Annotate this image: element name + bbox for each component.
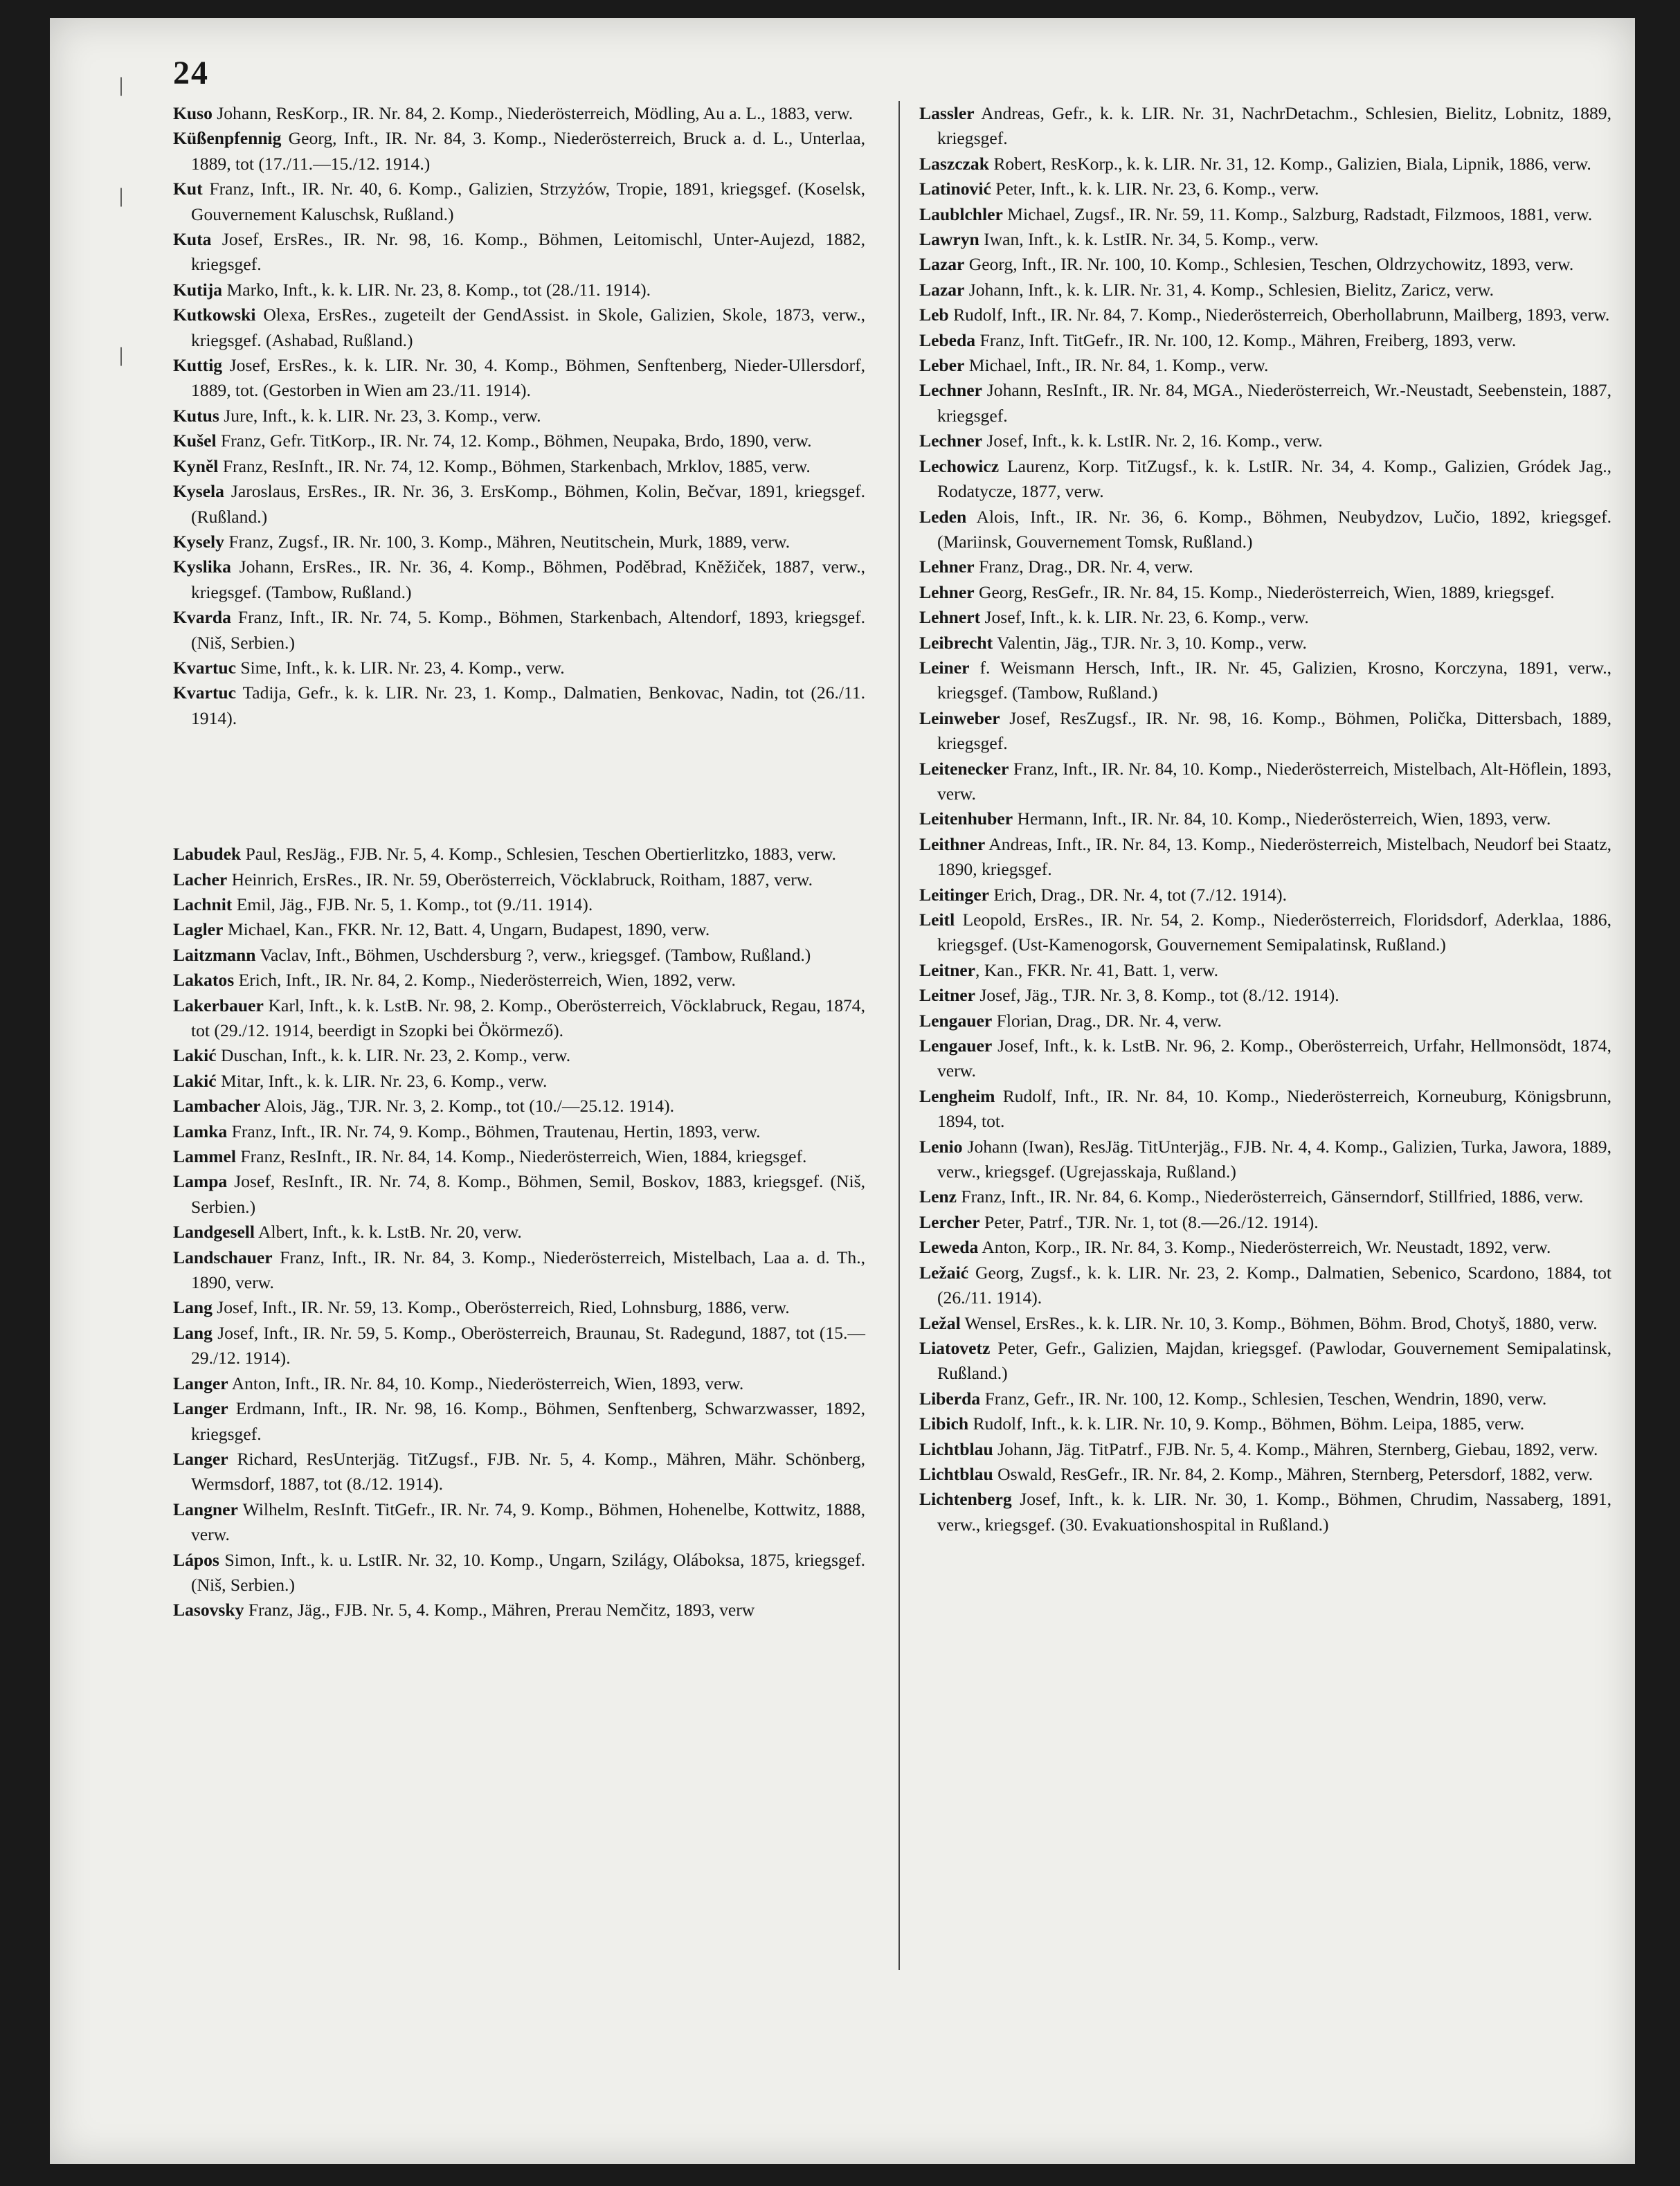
casualty-entry <box>173 278 865 302</box>
entry-surname: Langer <box>173 1373 228 1393</box>
entry-details: Josef, Inft., IR. Nr. 59, 13. Komp., Oberösterreich, Ried, Lohnsburg, 1886, verw. <box>212 1297 790 1318</box>
entry-surname: Kutus <box>173 405 219 426</box>
entry-surname: Ležal <box>919 1312 961 1333</box>
entry-details: Franz, Inft., IR. Nr. 84, 3. Komp., Niederösterreich, Mistelbach, Laa a. d. Th., 1890, verw. <box>191 1247 865 1293</box>
casualty-entry <box>919 302 1611 327</box>
casualty-entry <box>919 983 1611 1008</box>
entry-details: Rudolf, Inft., IR. Nr. 84, 7. Komp., Niederösterreich, Oberhollabrunn, Mailberg, 1893, verw. <box>948 305 1610 325</box>
entry-details: Simon, Inft., k. u. LstIR. Nr. 32, 10. Komp., Ungarn, Szilágy, Oláboksa, 1875, kriegsgef. (Niš, Serbien.) <box>191 1549 865 1595</box>
casualty-entry <box>919 1009 1611 1033</box>
entry-surname: Lenio <box>919 1136 963 1157</box>
casualty-entry <box>173 1321 865 1371</box>
casualty-entry <box>173 1447 865 1497</box>
entry-surname: Lakatos <box>173 970 235 991</box>
entry-details: , Kan., FKR. Nr. 41, Batt. 1, verw. <box>975 959 1218 980</box>
casualty-entry <box>919 1084 1611 1135</box>
entry-details: Franz, Inft. TitGefr., IR. Nr. 100, 12. Komp., Mähren, Freiberg, 1893, verw. <box>975 329 1517 350</box>
casualty-entry <box>919 958 1611 983</box>
casualty-entry <box>173 1119 865 1144</box>
entry-surname: Kuta <box>173 229 212 250</box>
entry-surname: Laitzmann <box>173 944 256 965</box>
casualty-entry <box>919 177 1611 201</box>
margin-mark: | <box>119 73 124 96</box>
entry-details: Olexa, ErsRes., zugeteilt der GendAssist. in Skole, Galizien, Skole, 1873, verw., kriegsgef. (Ashabad, Rußland.) <box>191 305 865 350</box>
casualty-entry <box>173 428 865 453</box>
entry-surname: Leitenecker <box>919 758 1009 779</box>
entry-surname: Lechner <box>919 380 982 401</box>
casualty-entry <box>173 993 865 1044</box>
entry-surname: Laublchler <box>919 204 1003 224</box>
casualty-entry <box>173 454 865 479</box>
casualty-entry <box>173 530 865 554</box>
entry-details: Heinrich, ErsRes., IR. Nr. 59, Oberösterreich, Vöcklabruck, Roitham, 1887, verw. <box>227 869 813 889</box>
entry-surname: Labudek <box>173 844 242 865</box>
casualty-entry <box>919 1487 1611 1537</box>
casualty-entry <box>919 428 1611 453</box>
casualty-entry <box>173 1497 865 1548</box>
entry-details: Erdmann, Inft., IR. Nr. 98, 16. Komp., Böhmen, Senftenberg, Schwarzwasser, 1892, kriegsgef. <box>191 1398 865 1444</box>
casualty-entry <box>173 1295 865 1320</box>
entry-surname: Libich <box>919 1413 969 1434</box>
entry-surname: Leitner <box>919 985 976 1006</box>
casualty-entry <box>919 1437 1611 1462</box>
entry-surname: Leinweber <box>919 707 1000 728</box>
margin-mark: | <box>119 184 124 207</box>
casualty-entry <box>919 806 1611 831</box>
entry-details: Franz, Gefr. TitKorp., IR. Nr. 74, 12. Komp., Böhmen, Neupaka, Brdo, 1890, verw. <box>216 431 812 451</box>
entry-surname: Küßenpfennig <box>173 128 282 149</box>
entry-details: Oswald, ResGefr., IR. Nr. 84, 2. Komp., Mähren, Sternberg, Petersdorf, 1882, verw. <box>993 1463 1593 1484</box>
casualty-entry <box>919 505 1611 555</box>
entry-details: Michael, Kan., FKR. Nr. 12, Batt. 4, Ungarn, Budapest, 1890, verw. <box>223 919 710 940</box>
entry-surname: Lagler <box>173 919 224 940</box>
casualty-entry <box>173 1245 865 1296</box>
entry-surname: Laszczak <box>919 153 989 174</box>
casualty-entry <box>919 152 1611 177</box>
entry-details: Richard, ResUnterjäg. TitZugsf., FJB. Nr. 5, 4. Komp., Mähren, Mähr. Schönberg, Wermsdorf, 1887, tot (8./12. 1914). <box>191 1448 865 1494</box>
entry-details: Franz, Inft., IR. Nr. 84, 6. Komp., Niederösterreich, Gänserndorf, Stillfried, 1886, verw. <box>957 1186 1584 1207</box>
casualty-entry <box>173 353 865 404</box>
entry-surname: Kvartuc <box>173 683 236 703</box>
entry-surname: Leden <box>919 506 967 527</box>
casualty-entry <box>919 202 1611 227</box>
entry-surname: Leitner <box>919 959 976 980</box>
entry-surname: Landgesell <box>173 1222 255 1243</box>
casualty-entry <box>919 883 1611 907</box>
casualty-entry <box>919 656 1611 706</box>
entry-details: Peter, Patrf., TJR. Nr. 1, tot (8.—26./12. 1914). <box>979 1211 1319 1232</box>
entry-details: Johann, ResInft., IR. Nr. 84, MGA., Niederösterreich, Wr.-Neustadt, Seebenstein, 1887, kriegsgef. <box>937 380 1611 426</box>
casualty-entry <box>919 605 1611 630</box>
entry-surname: Latinović <box>919 179 991 199</box>
entry-surname: Lehnert <box>919 607 981 628</box>
entry-surname: Liatovetz <box>919 1337 991 1358</box>
entry-surname: Lachnit <box>173 894 233 914</box>
casualty-entry <box>919 1462 1611 1487</box>
entry-surname: Lechner <box>919 431 982 451</box>
entry-surname: Langer <box>173 1448 228 1469</box>
entry-surname: Lawryn <box>919 229 979 250</box>
entry-surname: Kut <box>173 179 203 199</box>
entry-details: Rudolf, Inft., k. k. LIR. Nr. 10, 9. Komp., Böhmen, Böhm. Leipa, 1885, verw. <box>968 1413 1525 1434</box>
casualty-entry <box>173 554 865 605</box>
casualty-entry <box>173 1144 865 1169</box>
entry-details: Andreas, Inft., IR. Nr. 84, 13. Komp., Niederösterreich, Mistelbach, Neudorf bei Staatz, 1890, kriegsgef. <box>937 833 1611 880</box>
entry-surname: Kuttig <box>173 355 223 376</box>
entry-surname: Kysela <box>173 481 224 502</box>
casualty-entry <box>173 943 865 968</box>
entry-details: Rudolf, Inft., IR. Nr. 84, 10. Komp., Niederösterreich, Korneuburg, Königsbrunn, 1894, tot. <box>937 1085 1611 1132</box>
entry-details: Alois, Jäg., TJR. Nr. 3, 2. Komp., tot (10./—25.12. 1914). <box>260 1096 674 1117</box>
entry-surname: Lazar <box>919 254 965 275</box>
entry-details: Emil, Jäg., FJB. Nr. 5, 1. Komp., tot (9./11. 1914). <box>232 894 593 914</box>
entry-surname: Leiner <box>919 657 970 678</box>
entry-surname: Kvartuc <box>173 657 236 678</box>
casualty-entry <box>173 1371 865 1396</box>
entry-surname: Kyslika <box>173 557 231 577</box>
casualty-entry <box>173 1169 865 1220</box>
entry-surname: Lamka <box>173 1121 228 1141</box>
casualty-entry <box>173 867 865 892</box>
casualty-entry <box>919 1411 1611 1436</box>
casualty-entry <box>919 631 1611 656</box>
entry-surname: Langer <box>173 1398 228 1419</box>
entry-surname: Lebeda <box>919 329 976 350</box>
entry-details: Johann (Iwan), ResJäg. TitUnterjäg., FJB. Nr. 4, 4. Komp., Galizien, Turka, Jawora, 1889, verw., kriegsgef. (Ugrejasskaja, Rußland.) <box>937 1136 1611 1182</box>
entry-details: Franz, Inft., IR. Nr. 84, 10. Komp., Niederösterreich, Mistelbach, Alt-Höflein, 1893, verw. <box>937 758 1611 804</box>
entry-details: Alois, Inft., IR. Nr. 36, 6. Komp., Böhmen, Neubydzov, Lučio, 1892, kriegsgef. (Mariinsk, Gouvernement Tomsk, Rußland.) <box>937 506 1611 552</box>
entry-surname: Lechowicz <box>919 455 1000 476</box>
casualty-entry <box>173 1069 865 1094</box>
entry-details: Iwan, Inft., k. k. LstIR. Nr. 34, 5. Komp., verw. <box>979 229 1319 250</box>
entry-surname: Leitl <box>919 910 955 930</box>
entry-surname: Lampa <box>173 1171 228 1192</box>
entry-surname: Leber <box>919 355 965 376</box>
casualty-entry <box>173 404 865 428</box>
casualty-entry <box>919 278 1611 302</box>
entry-surname: Leb <box>919 305 949 325</box>
entry-surname: Lakić <box>173 1070 217 1091</box>
entry-surname: Lichtblau <box>919 1438 993 1459</box>
casualty-entry <box>173 917 865 942</box>
entry-surname: Kuso <box>173 103 213 123</box>
entry-surname: Lasovsky <box>173 1600 244 1620</box>
casualty-entry <box>919 907 1611 958</box>
casualty-entry <box>919 328 1611 353</box>
entry-surname: Lehner <box>919 581 975 602</box>
entry-surname: Kutkowski <box>173 305 256 325</box>
casualty-entry <box>919 1033 1611 1084</box>
entry-surname: Lakić <box>173 1045 217 1066</box>
casualty-entry <box>919 1135 1611 1185</box>
casualty-entry <box>919 1336 1611 1386</box>
casualty-entry <box>173 1548 865 1598</box>
entry-surname: Kyněl <box>173 455 219 476</box>
entry-details: Franz, Jäg., FJB. Nr. 5, 4. Komp., Mähren, Prerau Nemčitz, 1893, verw <box>244 1600 755 1620</box>
casualty-entry <box>173 605 865 656</box>
entry-details: Karl, Inft., k. k. LstB. Nr. 98, 2. Komp., Oberösterreich, Vöcklabruck, Regau, 1874, tot (29./12. 1914, beerdigt in Szopki bei Ökörmező). <box>191 995 865 1040</box>
entry-surname: Lengheim <box>919 1085 995 1106</box>
entry-details: Franz, ResInft., IR. Nr. 84, 14. Komp., Niederösterreich, Wien, 1884, kriegsgef. <box>235 1146 807 1167</box>
casualty-entry <box>173 842 865 867</box>
entry-surname: Lenz <box>919 1186 957 1207</box>
casualty-entry <box>919 1261 1611 1311</box>
casualty-entry <box>919 554 1611 579</box>
casualty-entry <box>173 227 865 278</box>
entry-details: Josef, ResZugsf., IR. Nr. 98, 16. Komp., Böhmen, Polička, Dittersbach, 1889, kriegsgef. <box>937 707 1611 754</box>
casualty-entry <box>173 177 865 227</box>
entry-surname: Kušel <box>173 431 217 451</box>
entry-surname: Lápos <box>173 1549 219 1570</box>
entry-details: Franz, Zugsf., IR. Nr. 100, 3. Komp., Mähren, Neutitschein, Murk, 1889, verw. <box>224 531 791 552</box>
casualty-entry <box>919 757 1611 807</box>
entry-details: Michael, Inft., IR. Nr. 84, 1. Komp., verw. <box>964 355 1269 376</box>
section-gap <box>173 731 865 842</box>
entry-surname: Lichtenberg <box>919 1489 1012 1510</box>
entry-details: Josef, Inft., IR. Nr. 59, 5. Komp., Oberösterreich, Braunau, St. Radegund, 1887, tot (15.—29./12. 1914). <box>191 1322 865 1368</box>
entry-details: Mitar, Inft., k. k. LIR. Nr. 23, 6. Komp., verw. <box>216 1070 548 1091</box>
entry-details: Josef, ResInft., IR. Nr. 74, 8. Komp., Böhmen, Semil, Boskov, 1883, kriegsgef. (Niš, Serbien.) <box>191 1171 865 1217</box>
casualty-entry <box>173 1094 865 1119</box>
entry-surname: Kvarda <box>173 607 231 628</box>
entry-surname: Lengauer <box>919 1036 993 1056</box>
entry-surname: Lacher <box>173 869 228 889</box>
entry-details: Franz, Drag., DR. Nr. 4, verw. <box>974 557 1193 577</box>
entry-details: Albert, Inft., k. k. LstB. Nr. 20, verw. <box>255 1222 522 1243</box>
entry-details: Anton, Korp., IR. Nr. 84, 3. Komp., Niederösterreich, Wr. Neustadt, 1892, verw. <box>978 1237 1551 1258</box>
casualty-entry <box>173 1220 865 1245</box>
entry-details: Sime, Inft., k. k. LIR. Nr. 23, 4. Komp., verw. <box>235 657 565 678</box>
entry-surname: Kysely <box>173 531 224 552</box>
casualty-entry <box>173 1043 865 1068</box>
entry-details: Peter, Gefr., Galizien, Majdan, kriegsgef. (Pawlodar, Gouvernement Semipalatinsk, Rußland.) <box>937 1337 1611 1384</box>
casualty-entry <box>919 1184 1611 1209</box>
entry-surname: Landschauer <box>173 1247 273 1267</box>
left-column <box>173 101 865 1623</box>
entry-details: Peter, Inft., k. k. LIR. Nr. 23, 6. Komp., verw. <box>991 179 1319 199</box>
entry-details: Erich, Inft., IR. Nr. 84, 2. Komp., Niederösterreich, Wien, 1892, verw. <box>234 970 736 991</box>
entry-details: Georg, ResGefr., IR. Nr. 84, 15. Komp., Niederösterreich, Wien, 1889, kriegsgef. <box>974 581 1555 602</box>
entry-details: Marko, Inft., k. k. LIR. Nr. 23, 8. Komp., tot (28./11. 1914). <box>222 279 651 300</box>
entry-surname: Lang <box>173 1322 213 1343</box>
entry-details: Josef, Inft., k. k. LstB. Nr. 96, 2. Komp., Oberösterreich, Urfahr, Hellmonsödt, 1874, verw. <box>937 1036 1611 1081</box>
entry-details: Hermann, Inft., IR. Nr. 84, 10. Komp., Niederösterreich, Wien, 1893, verw. <box>1013 809 1551 829</box>
casualty-entry <box>919 353 1611 378</box>
entry-surname: Lichtblau <box>919 1463 993 1484</box>
casualty-entry <box>919 378 1611 428</box>
entry-details: Erich, Drag., DR. Nr. 4, tot (7./12. 1914). <box>988 884 1287 905</box>
entry-details: Franz, Inft., IR. Nr. 74, 5. Komp., Böhmen, Starkenbach, Altendorf, 1893, kriegsgef. (Niš, Serbien.) <box>191 607 865 653</box>
column-divider <box>898 101 900 1970</box>
entry-details: Anton, Inft., IR. Nr. 84, 10. Komp., Niederösterreich, Wien, 1893, verw. <box>228 1373 744 1393</box>
casualty-entry <box>173 1396 865 1447</box>
entry-surname: Liberda <box>919 1388 981 1409</box>
entry-surname: Lassler <box>919 103 975 123</box>
entry-details: Robert, ResKorp., k. k. LIR. Nr. 31, 12. Komp., Galizien, Biala, Lipnik, 1886, verw. <box>988 153 1591 174</box>
entry-surname: Lercher <box>919 1211 980 1232</box>
entry-details: Josef, Jäg., TJR. Nr. 3, 8. Komp., tot (8./12. 1914). <box>975 985 1339 1006</box>
right-column <box>919 101 1611 1537</box>
entry-surname: Lengauer <box>919 1010 993 1031</box>
casualty-entry <box>919 706 1611 757</box>
casualty-entry <box>173 680 865 731</box>
casualty-entry <box>173 302 865 353</box>
entry-surname: Lambacher <box>173 1096 261 1117</box>
entry-surname: Leweda <box>919 1237 979 1258</box>
casualty-entry <box>919 454 1611 505</box>
entry-details: Vaclav, Inft., Böhmen, Uschdersburg ?, verw., kriegsgef. (Tambow, Rußland.) <box>255 944 811 965</box>
casualty-entry <box>173 892 865 917</box>
entry-surname: Kutija <box>173 279 223 300</box>
casualty-entry <box>173 479 865 530</box>
casualty-entry <box>919 1386 1611 1411</box>
casualty-entry <box>919 1235 1611 1260</box>
page-number: 24 <box>173 55 209 91</box>
entry-details: Josef, Inft., k. k. LIR. Nr. 23, 6. Komp., verw. <box>980 607 1309 628</box>
casualty-entry <box>919 252 1611 277</box>
casualty-entry <box>919 1311 1611 1336</box>
casualty-entry <box>919 227 1611 252</box>
entry-details: Laurenz, Korp. TitZugsf., k. k. LstIR. Nr. 34, 4. Komp., Galizien, Gródek Jag., Rodatycze, 1877, verw. <box>937 455 1611 502</box>
entry-details: Jure, Inft., k. k. LIR. Nr. 23, 3. Komp., verw. <box>219 405 541 426</box>
entry-surname: Leitinger <box>919 884 989 905</box>
casualty-entry <box>173 101 865 126</box>
entry-surname: Ležaić <box>919 1262 969 1283</box>
entry-details: Valentin, Jäg., TJR. Nr. 3, 10. Komp., verw. <box>993 632 1307 653</box>
entry-details: f. Weismann Hersch, Inft., IR. Nr. 45, Galizien, Krosno, Korczyna, 1891, verw., kriegsgef. (Tambow, Rußland.) <box>937 657 1611 703</box>
entry-surname: Leitenhuber <box>919 809 1013 829</box>
entry-details: Jaroslaus, ErsRes., IR. Nr. 36, 3. ErsKomp., Böhmen, Kolin, Bečvar, 1891, kriegsgef. (Rußland.) <box>191 481 865 527</box>
entry-surname: Lehner <box>919 557 975 577</box>
entry-details: Johann, Inft., k. k. LIR. Nr. 31, 4. Komp., Schlesien, Bielitz, Zaricz, verw. <box>964 279 1494 300</box>
entry-details: Josef, Inft., k. k. LIR. Nr. 30, 1. Komp., Böhmen, Chrudim, Nassaberg, 1891, verw., kriegsgef. (30. Evakuationshospital in Rußland.) <box>937 1489 1611 1535</box>
casualty-entry <box>173 126 865 177</box>
entry-surname: Lang <box>173 1297 213 1318</box>
entry-surname: Leibrecht <box>919 632 993 653</box>
margin-mark: | <box>119 343 124 366</box>
casualty-entry <box>173 1598 865 1623</box>
entry-details: Florian, Drag., DR. Nr. 4, verw. <box>992 1010 1222 1031</box>
entry-details: Johann, ResKorp., IR. Nr. 84, 2. Komp., Niederösterreich, Mödling, Au a. L., 1883, verw. <box>212 103 853 123</box>
casualty-entry <box>173 656 865 680</box>
entry-details: Franz, ResInft., IR. Nr. 74, 12. Komp., Böhmen, Starkenbach, Mrklov, 1885, verw. <box>218 455 811 476</box>
entry-details: Wilhelm, ResInft. TitGefr., IR. Nr. 74, 9. Komp., Böhmen, Hohenelbe, Kottwitz, 1888, verw. <box>191 1499 865 1545</box>
entry-details: Franz, Inft., IR. Nr. 40, 6. Komp., Galizien, Strzyżów, Tropie, 1891, kriegsgef. (Koselsk, Gouvernement Kaluschsk, Rußland.) <box>191 179 865 224</box>
entry-details: Josef, ErsRes., IR. Nr. 98, 16. Komp., Böhmen, Leitomischl, Unter-Aujezd, 1882, kriegsgef. <box>191 229 865 275</box>
entry-details: Josef, ErsRes., k. k. LIR. Nr. 30, 4. Komp., Böhmen, Senftenberg, Nieder-Ullersdorf, 1889, tot. (Gestorben in Wien am 23./11. 1914). <box>191 355 865 401</box>
scanned-page <box>50 18 1635 2164</box>
casualty-entry <box>919 832 1611 883</box>
entry-details: Georg, Inft., IR. Nr. 100, 10. Komp., Schlesien, Teschen, Oldrzychowitz, 1893, verw. <box>964 254 1574 275</box>
entry-details: Paul, ResJäg., FJB. Nr. 5, 4. Komp., Schlesien, Teschen Obertierlitzko, 1883, verw. <box>241 844 836 865</box>
entry-details: Johann, ErsRes., IR. Nr. 36, 4. Komp., Böhmen, Poděbrad, Kněžiček, 1887, verw., kriegsgef. (Tambow, Rußland.) <box>191 557 865 602</box>
entry-surname: Lakerbauer <box>173 995 264 1015</box>
entry-details: Franz, Inft., IR. Nr. 74, 9. Komp., Böhmen, Trautenau, Hertin, 1893, verw. <box>227 1121 761 1141</box>
entry-details: Wensel, ErsRes., k. k. LIR. Nr. 10, 3. Komp., Böhmen, Böhm. Brod, Chotyš, 1880, verw. <box>960 1312 1598 1333</box>
entry-details: Michael, Zugsf., IR. Nr. 59, 11. Komp., Salzburg, Radstadt, Filzmoos, 1881, verw. <box>1002 204 1593 224</box>
casualty-entry <box>173 968 865 993</box>
entry-details: Georg, Inft., IR. Nr. 84, 3. Komp., Niederösterreich, Bruck a. d. L., Unterlaa, 1889, tot (17./11.—15./12. 1914.) <box>191 128 865 174</box>
entry-details: Leopold, ErsRes., IR. Nr. 54, 2. Komp., Niederösterreich, Floridsdorf, Aderklaa, 1886, kriegsgef. (Ust-Kamenogorsk, Gouvernement Semipalatinsk, Rußland.) <box>937 910 1611 955</box>
entry-details: Johann, Jäg. TitPatrf., FJB. Nr. 5, 4. Komp., Mähren, Sternberg, Giebau, 1892, verw. <box>993 1438 1598 1459</box>
casualty-entry <box>919 580 1611 605</box>
entry-surname: Leithner <box>919 833 986 854</box>
casualty-entry <box>919 1210 1611 1235</box>
entry-details: Andreas, Gefr., k. k. LIR. Nr. 31, NachrDetachm., Schlesien, Bielitz, Lobnitz, 1889, kriegsgef. <box>937 103 1611 149</box>
entry-details: Tadija, Gefr., k. k. LIR. Nr. 23, 1. Komp., Dalmatien, Benkovac, Nadin, tot (26./11. 1914). <box>191 683 865 728</box>
entry-details: Georg, Zugsf., k. k. LIR. Nr. 23, 2. Komp., Dalmatien, Sebenico, Scardono, 1884, tot (26./11. 1914). <box>937 1262 1611 1308</box>
entry-surname: Lammel <box>173 1146 236 1167</box>
entry-surname: Langner <box>173 1499 238 1519</box>
entry-details: Duschan, Inft., k. k. LIR. Nr. 23, 2. Komp., verw. <box>216 1045 571 1066</box>
entry-surname: Lazar <box>919 279 965 300</box>
casualty-entry <box>919 101 1611 152</box>
entry-details: Franz, Gefr., IR. Nr. 100, 12. Komp., Schlesien, Teschen, Wendrin, 1890, verw. <box>980 1388 1547 1409</box>
entry-details: Josef, Inft., k. k. LstIR. Nr. 2, 16. Komp., verw. <box>982 431 1323 451</box>
